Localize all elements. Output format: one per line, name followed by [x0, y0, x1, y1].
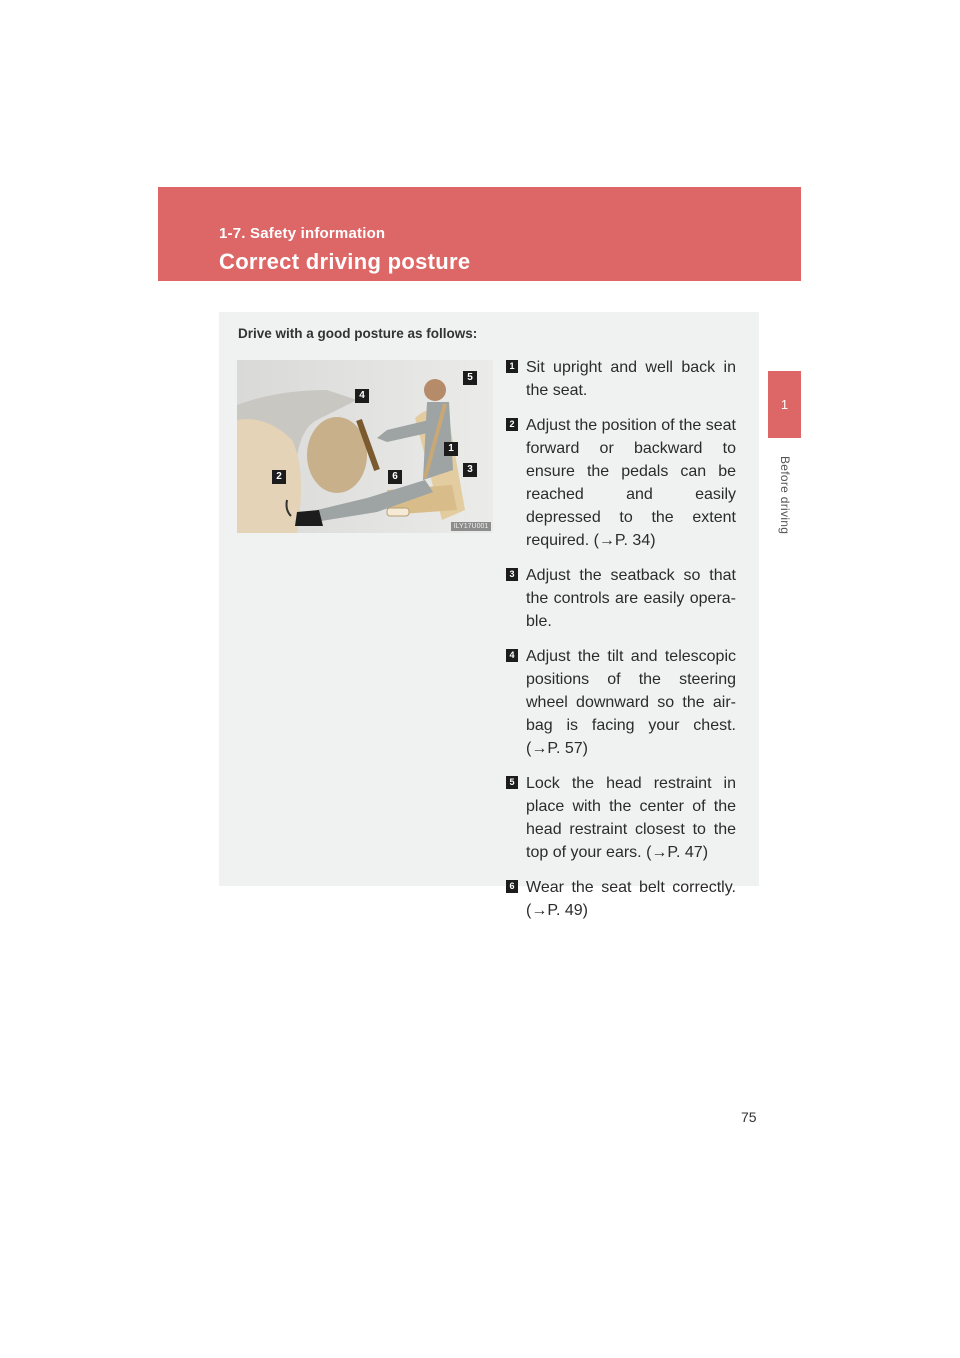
callout-3: 3: [463, 463, 477, 477]
item-text: Adjust the position of the seat forward or backward to ensure the pedals can be reached and easily depressed to the extent required. (→P. 34): [526, 417, 736, 549]
section-label: 1-7. Safety information: [219, 225, 386, 242]
list-item: [506, 564, 736, 633]
item-text: Sit upright and well back in the seat.: [526, 359, 736, 399]
item-text: Wear the seat belt correctly. (→P. 49): [526, 879, 736, 919]
chapter-label: Before driving: [778, 456, 792, 535]
callout-2: 2: [272, 470, 286, 484]
list-item: [506, 414, 736, 552]
chapter-number: 1: [780, 397, 789, 412]
item-number-3: 3: [506, 568, 518, 581]
chapter-tab[interactable]: [768, 371, 801, 438]
item-number-4: 4: [506, 649, 518, 662]
item-number-6: 6: [506, 880, 518, 893]
page-number: 75: [741, 1109, 757, 1125]
list-item: [506, 356, 736, 402]
list-item: [506, 772, 736, 864]
list-item: [506, 645, 736, 760]
callout-5: 5: [463, 371, 477, 385]
chapter-header: [158, 187, 801, 281]
callout-1: 1: [444, 442, 458, 456]
item-text: Adjust the seatback so that the controls are easily opera-ble.: [526, 567, 736, 630]
item-text: Adjust the tilt and telescopic positions of the steering wheel downward so the air-bag is facing your chest. (→P. 57): [526, 648, 736, 757]
driving-posture-illustration: [237, 360, 493, 533]
item-number-1: 1: [506, 360, 518, 373]
item-number-2: 2: [506, 418, 518, 431]
content-box: [219, 312, 759, 919]
page-title: Correct driving posture: [219, 249, 471, 274]
intro-text: Drive with a good posture as follows:: [238, 326, 478, 341]
posture-instructions: [506, 356, 736, 934]
item-text: Lock the head restraint in place with the center of the head restraint closest to the top of your ears. (→P. 47): [526, 775, 736, 861]
callout-6: 6: [388, 470, 402, 484]
callout-4: 4: [355, 389, 369, 403]
illustration-code: ILY17U001: [451, 522, 491, 531]
list-item: [506, 876, 736, 922]
item-number-5: 5: [506, 776, 518, 789]
